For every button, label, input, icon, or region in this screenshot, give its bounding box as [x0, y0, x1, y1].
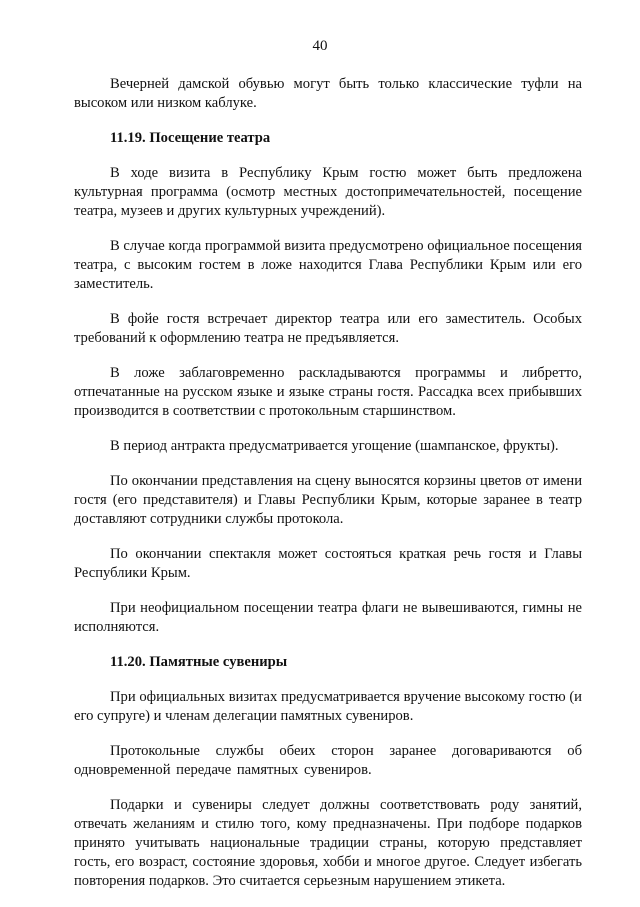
paragraph-gift-selection: Подарки и сувениры следует должны соответствовать роду занятий, отвечать желаниям и стилю того, кому предназначены. При подборе подарков принято учитывать национальные традиции страны, которую представляет гость, его возраст, состояние здоровья, хобби и многое другое. Следует избегать повторения подарков. Это считается серьезным нарушением этикета.: [74, 797, 582, 889]
section-heading-theatre-visit: 11.19. Посещение театра: [110, 130, 271, 146]
paragraph-official-theatre-visit: В случае когда программой визита предусмотрено официальное посещения театра, с высоким гостем в ложе находится Глава Республики Крым или его заместитель.: [74, 238, 582, 292]
section-heading-souvenirs: 11.20. Памятные сувениры: [110, 654, 288, 670]
paragraph-cultural-program: В ходе визита в Республику Крым гостю может быть предложена культурная программа (осмотр местных достопримечательностей, посещение театра, музеев и других культурных учреждений).: [74, 165, 582, 219]
page-number: 40: [312, 38, 328, 54]
paragraph-protocol-services: Протокольные службы обеих сторон заранее договариваются об одновременной передаче памятных сувениров.: [74, 743, 582, 778]
paragraph-box-programs: В ложе заблаговременно раскладываются программы и либретто, отпечатанные на русском языке и языке страны гостя. Рассадка всех прибывших производится в соответствии с протокольным старшинством.: [74, 365, 582, 419]
paragraph-closing-speech: По окончании спектакля может состояться краткая речь гостя и Главы Республики Крым.: [74, 546, 582, 581]
paragraph-souvenir-presentation: При официальных визитах предусматривается вручение высокому гостю (и его супруге) и членам делегации памятных сувениров.: [74, 689, 582, 724]
paragraph-intermission: В период антракта предусматривается угощение (шампанское, фрукты).: [110, 438, 559, 454]
document-body: [74, 75, 582, 907]
paragraph-unofficial-visit: При неофициальном посещении театра флаги не вывешиваются, гимны не исполняются.: [74, 600, 582, 635]
paragraph-evening-shoes: Вечерней дамской обувью могут быть только классические туфли на высоком или низком каблуке.: [74, 76, 582, 111]
paragraph-flower-baskets: По окончании представления на сцену выносятся корзины цветов от имени гостя (его представителя) и Главы Республики Крым, которые заранее в театр доставляют сотрудники службы протокола.: [74, 473, 582, 527]
paragraph-foyer-greeting: В фойе гостя встречает директор театра или его заместитель. Особых требований к оформлению театра не предъявляется.: [74, 311, 582, 346]
